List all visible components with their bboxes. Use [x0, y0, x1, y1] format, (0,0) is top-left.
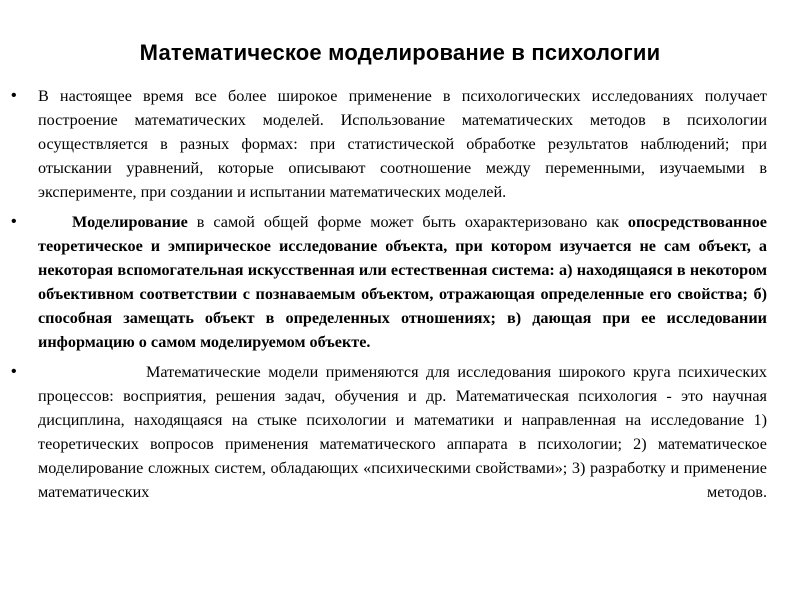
paragraph-2-bold-text: опосредствованное теоретическое и эмпирическое исследование объекта, при котором изучается не сам объект, а некоторая вспомогательная искусственная или естественная система: а) находящаяся в некотором объективном соответствии с познаваемым объектом, отражающая определенные его свойства; б) способная замещать объект в определенных отношениях; в) дающая при ее исследовании информацию о самом моделируемом объекте. — [38, 213, 767, 351]
bullet-item-3 — [0, 360, 800, 504]
paragraph-3-text: Математические модели применяются для исследования широкого круга психических процессов: восприятия, решения задач, обучения и др. Математическая психология - это научная дисциплина, находящаяся на стыке психологии и математики и направленная на исследование 1) теоретических вопросов применения математического аппарата в психологии; 2) математическое моделирование сложных систем, обладающих «психическими свойствами»; 3) разработку и применение математических методов. — [38, 363, 767, 501]
bullet-item-2 — [0, 210, 800, 354]
bullet-item-1 — [0, 84, 800, 204]
paragraph-2 — [38, 210, 767, 354]
slide-title: Математическое моделирование в психологии — [139, 40, 661, 65]
bullet-list — [0, 84, 800, 510]
paragraph-3 — [38, 360, 767, 504]
bullet-dot-icon: • — [11, 213, 17, 230]
paragraph-1-text: В настоящее время все более широкое применение в психологических исследованиях получает построение математических моделей. Использование математических методов в психологии осуществляется в разных формах: при статистической обработке результатов наблюдений; при отыскании уравнений, которые описывают соотношение между переменными, изучаемыми в эксперименте, при создании и испытании математических моделей. — [38, 87, 767, 201]
bullet-dot-icon: • — [11, 87, 17, 104]
paragraph-1 — [38, 84, 767, 204]
bullet-dot-icon: • — [11, 363, 17, 380]
term-modeling: Моделирование — [72, 213, 188, 231]
paragraph-2-regular-text: в самой общей форме может быть охарактеризовано как — [187, 213, 628, 231]
